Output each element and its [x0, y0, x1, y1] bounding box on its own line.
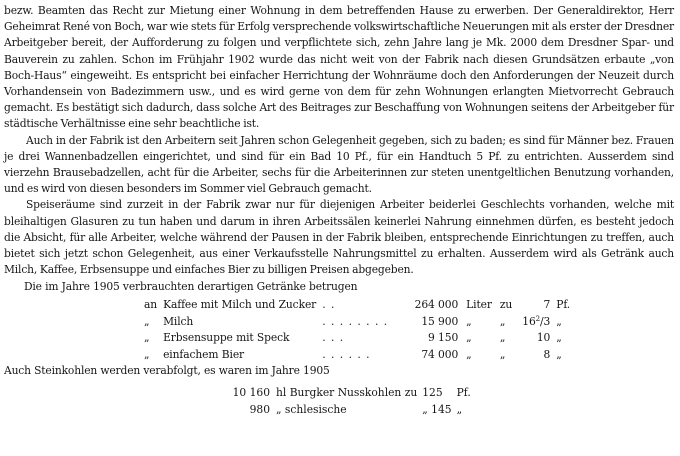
coal-row — [218, 384, 471, 401]
coal-item: „ schlesische — [276, 402, 347, 416]
coal-intro: Auch Steinkohlen werden verabfolgt, es waren im Jahre 1905 — [4, 364, 330, 378]
beverage-price — [520, 296, 550, 313]
beverage-row — [144, 296, 570, 313]
beverage-zu: „ — [499, 314, 506, 328]
paragraph-baths: Auch in der Fabrik ist den Arbeitern seit Jahren schon Gelegenheit gegeben, sich zu baden; es sind für Männer bez. Frauen je drei Wannenbadzellen eingerichtet, und sind für ein Bad 10 Pf., für ein Handtuch 5 Pf. zu entrichten. Ausserdem sind vierzehn Brausebadzellen, acht für die Arbeiter, sechs für die Arbeiterinnen zur steten unentgeltlichen Benutzung vorhanden, und es wird von diesen besonders im Sommer viel Gebrauch gemacht. — [4, 133, 674, 196]
beverage-pf: Pf. — [556, 298, 571, 312]
beverage-amount: 15 900 — [421, 314, 459, 328]
price-value: 16 — [522, 314, 536, 328]
price-tail: /3 — [540, 314, 551, 328]
beverage-pf: „ — [556, 314, 562, 328]
beverage-unit: „ — [466, 347, 472, 361]
beverage-item: einfachem Bier — [163, 347, 245, 361]
leader-dots: . . . — [322, 331, 345, 345]
beverage-price — [520, 329, 550, 346]
beverage-amount: 9 150 — [428, 331, 459, 345]
leader-dots: . . — [322, 298, 336, 312]
coal-amount: 980 — [249, 402, 270, 416]
beverage-unit: „ — [466, 314, 472, 328]
beverage-pf: „ — [556, 347, 562, 361]
beverage-unit: „ — [466, 331, 472, 345]
beverage-price — [520, 313, 550, 330]
coal-pf: „ — [456, 402, 463, 416]
beverage-zu: „ — [499, 347, 506, 361]
leader-dots: . . . . . . . . — [322, 314, 389, 328]
price-value: 8 — [543, 347, 551, 361]
beverage-zu: „ — [499, 331, 506, 345]
beverage-amount: 74 000 — [421, 347, 459, 361]
beverage-unit: Liter — [466, 298, 492, 312]
leader-dots: . . . . . . — [322, 347, 371, 361]
beverages-intro: Die im Jahre 1905 verbrauchten derartigen Getränke betrugen — [24, 280, 358, 294]
beverage-prefix: „ — [144, 331, 150, 345]
coal-price: 125 — [422, 386, 443, 400]
beverage-prefix: „ — [144, 347, 150, 361]
beverage-prefix: an — [144, 298, 158, 312]
beverage-zu: zu — [499, 298, 513, 312]
beverage-amount: 264 000 — [414, 298, 459, 312]
beverage-prefix: „ — [144, 314, 150, 328]
coal-price: „ 145 — [422, 402, 452, 416]
beverage-pf: „ — [556, 331, 562, 345]
price-sup: 2 — [535, 314, 541, 323]
coal-row — [218, 401, 471, 418]
coal-amount: 10 160 — [232, 386, 270, 400]
paragraph-housing: bezw. Beamten das Recht zur Mietung einer Wohnung in dem betreffenden Hause zu erwerben. Der Generaldirektor, Herr Geheimrat René von Boch, war wie stets für Erfolg versprechende volkswirtschaftliche Neuerungen mit als erster der Dresdner Arbeitgeber bereit, der Aufforderung zu folgen und verpflichtete sich, zehn Jahre lang je Mk. 2000 dem Dresdner Spar- und Bauverein zu zahlen. Schon im Frühjahr 1902 wurde das nicht weit von der Fabrik nach diesen Grundsätzen erbaute „von Boch-Haus“ eingeweiht. Es entspricht bei einfacher Herrichtung der Wohnräume doch den Anforderungen der Neuzeit durch Vorhandensein von Badezimmern usw., und es wird gerne von dem für zehn Wohnungen erlangten Mietvorrecht Gebrauch gemacht. Es bestätigt sich dadurch, dass solche Art des Beitrages zur Beschaffung von Wohnungen seitens der Arbeitgeber für städtische Verhältnisse eine sehr beachtliche ist. — [4, 4, 674, 131]
beverage-row — [144, 346, 570, 363]
price-value: 7 — [543, 298, 551, 312]
beverage-item: Erbsensuppe mit Speck — [163, 331, 290, 345]
beverage-row — [144, 313, 570, 330]
beverage-row — [144, 329, 570, 346]
price-value: 10 — [536, 331, 551, 345]
beverage-price — [520, 346, 550, 363]
beverages-table — [144, 296, 570, 362]
paragraph-dining: Speiseräume sind zurzeit in der Fabrik zwar nur für diejenigen Arbeiter beiderlei Geschlechts vorhanden, welche mit bleihaltigen Glasuren zu tun haben und darum in ihren Arbeitssälen keinerlei Nahrung einnehmen dürfen, es besteht jedoch die Absicht, für alle Arbeiter, welche während der Pausen in der Fabrik bleiben, entsprechende Einrichtungen zu treffen, auch bietet sich jetzt schon Gelegenheit, aus einer Verkaufsstelle Nahrungsmittel zu erhalten. Ausserdem wird als Getränk auch Milch, Kaffee, Erbsensuppe und einfaches Bier zu billigen Preisen abgegeben. — [4, 198, 674, 277]
coal-pf: Pf. — [456, 386, 471, 400]
coal-item: hl Burgker Nusskohlen zu — [276, 386, 418, 400]
coal-table — [218, 384, 471, 417]
beverage-item: Milch — [163, 314, 194, 328]
beverage-item: Kaffee mit Milch und Zucker — [163, 298, 317, 312]
